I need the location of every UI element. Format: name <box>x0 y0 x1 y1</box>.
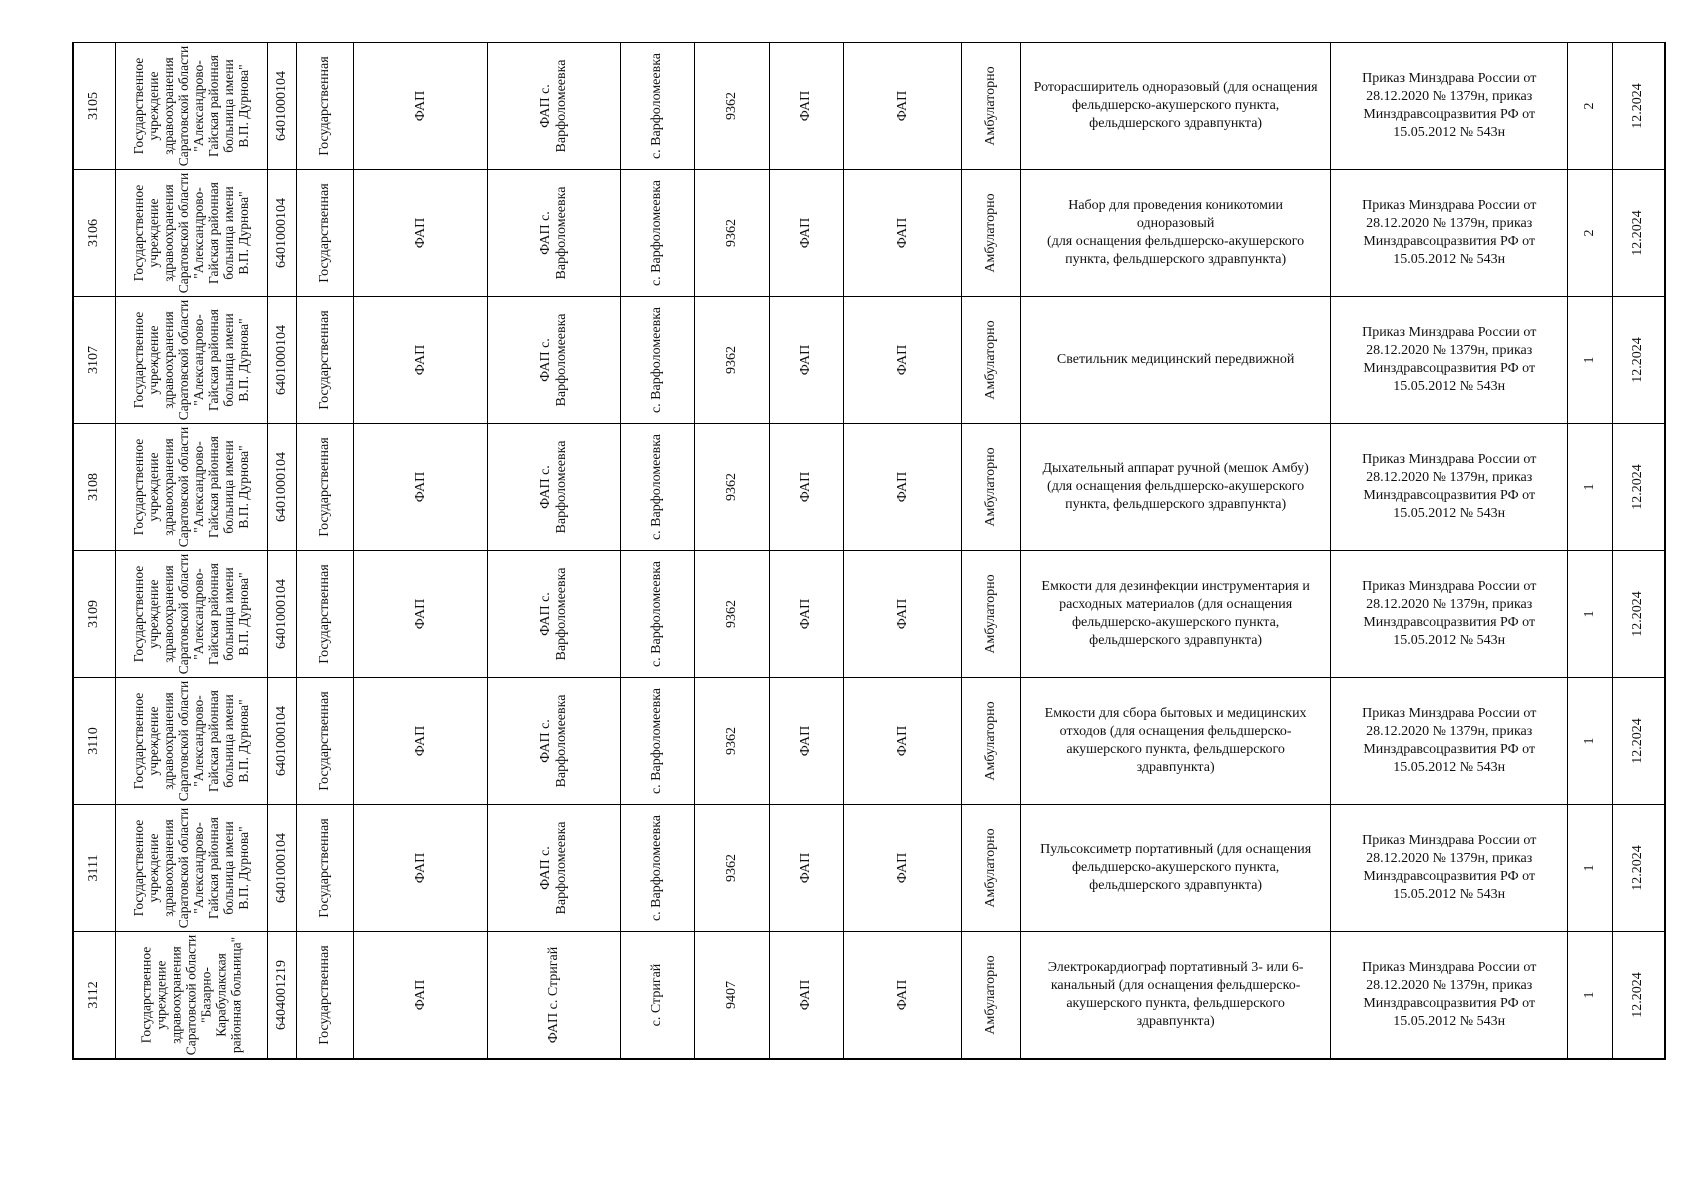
facility-type-text: ФАП <box>412 90 428 122</box>
index-text: 9362 <box>723 219 739 247</box>
locality-cell <box>620 678 694 805</box>
organization-cell <box>115 297 267 424</box>
legal-basis-text: Приказ Минздрава России от 28.12.2020 № 1379н, приказ Минздравсоцразвития РФ от 15.05.2012 № 543н <box>1362 452 1537 521</box>
legal-basis-cell <box>1331 170 1568 297</box>
unit-type-cell <box>769 424 843 551</box>
code-text: 6401000104 <box>273 71 289 141</box>
care-mode-cell <box>962 805 1021 932</box>
equipment-text: Емкости для дезинфекции инструментария и расходных материалов (для оснащения фельдшерско-акушерского пункта, фельдшерского здравпункта) <box>1041 579 1310 648</box>
care-mode-text: Амбулаторно <box>982 447 998 527</box>
unit-subtype-text: ФАП <box>894 217 910 249</box>
unit-subtype-cell <box>844 932 962 1059</box>
facility-name-text: ФАП с. Варфоломеевка <box>537 821 569 915</box>
row-number-text: 3105 <box>86 92 102 120</box>
unit-type-cell <box>769 932 843 1059</box>
organization-text: Государственное учреждение здравоохранения Саратовской области "Александрово-Гайская районная больница имени В.П. Дурнова" <box>131 553 252 675</box>
unit-type-cell <box>769 170 843 297</box>
unit-type-text: ФАП <box>798 90 814 122</box>
ownership-text: Государственная <box>316 437 332 537</box>
unit-type-text: ФАП <box>798 979 814 1010</box>
legal-basis-cell <box>1331 297 1568 424</box>
legal-basis-text: Приказ Минздрава России от 28.12.2020 № 1379н, приказ Минздравсоцразвития РФ от 15.05.2012 № 543н <box>1362 579 1537 648</box>
unit-subtype-text: ФАП <box>894 725 910 757</box>
index-cell <box>695 805 769 932</box>
facility-name-text: ФАП с. Стригай <box>545 946 561 1043</box>
ownership-cell <box>296 678 353 805</box>
locality-cell <box>620 170 694 297</box>
locality-cell <box>620 805 694 932</box>
equipment-text: Роторасширитель одноразовый (для оснащения фельдшерско-акушерского пункта, фельдшерского здравпункта) <box>1033 80 1318 131</box>
quantity-cell <box>1568 170 1612 297</box>
date-text: 12.2024 <box>1630 464 1646 510</box>
quantity-text: 2 <box>1581 102 1597 110</box>
quantity-cell <box>1568 805 1612 932</box>
organization-cell <box>115 170 267 297</box>
quantity-cell <box>1568 932 1612 1059</box>
care-mode-cell <box>962 678 1021 805</box>
facility-type-cell <box>353 678 487 805</box>
index-text: 9362 <box>723 346 739 374</box>
organization-text: Государственное учреждение здравоохранения Саратовской области "Александрово-Гайская районная больница имени В.П. Дурнова" <box>131 426 252 548</box>
locality-text: с. Варфоломеевка <box>649 814 665 922</box>
organization-cell <box>115 43 267 170</box>
care-mode-cell <box>962 297 1021 424</box>
equipment-cell <box>1020 170 1330 297</box>
care-mode-cell <box>962 551 1021 678</box>
care-mode-text: Амбулаторно <box>982 955 998 1035</box>
facility-name-cell <box>488 43 620 170</box>
quantity-text: 1 <box>1581 483 1597 491</box>
ownership-cell <box>296 805 353 932</box>
index-cell <box>695 170 769 297</box>
unit-subtype-text: ФАП <box>894 852 910 884</box>
table-row <box>73 424 1665 551</box>
ownership-cell <box>296 932 353 1059</box>
row-number-cell <box>73 678 115 805</box>
table-row <box>73 170 1665 297</box>
code-cell <box>267 932 296 1059</box>
unit-subtype-text: ФАП <box>894 471 910 503</box>
locality-text: с. Варфоломеевка <box>649 433 665 541</box>
ownership-text: Государственная <box>316 56 332 156</box>
quantity-text: 1 <box>1581 610 1597 618</box>
index-cell <box>695 932 769 1059</box>
facility-type-text: ФАП <box>412 344 428 376</box>
quantity-text: 1 <box>1581 864 1597 872</box>
care-mode-text: Амбулаторно <box>982 574 998 654</box>
unit-type-text: ФАП <box>798 217 814 249</box>
code-cell <box>267 297 296 424</box>
date-text: 12.2024 <box>1630 718 1646 764</box>
date-text: 12.2024 <box>1630 337 1646 383</box>
quantity-cell <box>1568 297 1612 424</box>
code-text: 6401000104 <box>273 452 289 522</box>
locality-text: с. Стригай <box>649 963 665 1027</box>
facility-type-text: ФАП <box>412 725 428 757</box>
facility-type-cell <box>353 805 487 932</box>
equipment-table <box>72 42 1666 1060</box>
date-cell <box>1612 424 1665 551</box>
code-text: 6404001219 <box>273 959 289 1030</box>
date-cell <box>1612 551 1665 678</box>
legal-basis-text: Приказ Минздрава России от 28.12.2020 № 1379н, приказ Минздравсоцразвития РФ от 15.05.2012 № 543н <box>1362 833 1537 902</box>
facility-name-text: ФАП с. Варфоломеевка <box>537 694 569 788</box>
locality-text: с. Варфоломеевка <box>649 687 665 795</box>
facility-name-text: ФАП с. Варфоломеевка <box>537 567 569 661</box>
date-cell <box>1612 297 1665 424</box>
row-number-text: 3111 <box>86 854 102 882</box>
equipment-cell <box>1020 297 1330 424</box>
code-text: 6401000104 <box>273 833 289 903</box>
facility-type-cell <box>353 932 487 1059</box>
legal-basis-text: Приказ Минздрава России от 28.12.2020 № 1379н, приказ Минздравсоцразвития РФ от 15.05.2012 № 543н <box>1362 959 1537 1029</box>
facility-name-cell <box>488 424 620 551</box>
care-mode-text: Амбулаторно <box>982 193 998 273</box>
table-row <box>73 932 1665 1059</box>
row-number-text: 3110 <box>86 727 102 755</box>
facility-name-text: ФАП с. Варфоломеевка <box>537 313 569 407</box>
unit-type-cell <box>769 805 843 932</box>
date-text: 12.2024 <box>1630 972 1646 1018</box>
locality-cell <box>620 424 694 551</box>
organization-cell <box>115 805 267 932</box>
row-number-text: 3106 <box>86 219 102 247</box>
row-number-cell <box>73 424 115 551</box>
quantity-text: 1 <box>1581 991 1597 999</box>
legal-basis-cell <box>1331 678 1568 805</box>
facility-type-text: ФАП <box>412 979 428 1010</box>
care-mode-cell <box>962 932 1021 1059</box>
row-number-cell <box>73 170 115 297</box>
organization-cell <box>115 551 267 678</box>
date-cell <box>1612 932 1665 1059</box>
unit-subtype-cell <box>844 805 962 932</box>
unit-subtype-cell <box>844 551 962 678</box>
document-table-wrapper <box>72 42 1666 1058</box>
row-number-cell <box>73 297 115 424</box>
unit-type-text: ФАП <box>798 725 814 757</box>
code-text: 6401000104 <box>273 325 289 395</box>
ownership-cell <box>296 551 353 678</box>
locality-text: с. Варфоломеевка <box>649 306 665 414</box>
locality-cell <box>620 932 694 1059</box>
unit-subtype-text: ФАП <box>894 90 910 122</box>
unit-subtype-text: ФАП <box>894 598 910 630</box>
unit-subtype-cell <box>844 297 962 424</box>
code-cell <box>267 170 296 297</box>
code-cell <box>267 805 296 932</box>
unit-type-text: ФАП <box>798 471 814 503</box>
quantity-text: 1 <box>1581 737 1597 745</box>
locality-cell <box>620 551 694 678</box>
index-text: 9362 <box>723 600 739 628</box>
ownership-cell <box>296 424 353 551</box>
facility-name-cell <box>488 932 620 1059</box>
facility-type-cell <box>353 170 487 297</box>
unit-type-cell <box>769 43 843 170</box>
organization-text: Государственное учреждение здравоохранения Саратовской области "Александрово-Гайская районная больница имени В.П. Дурнова" <box>131 680 252 802</box>
facility-type-cell <box>353 297 487 424</box>
facility-type-cell <box>353 424 487 551</box>
facility-name-text: ФАП с. Варфоломеевка <box>537 186 569 280</box>
legal-basis-text: Приказ Минздрава России от 28.12.2020 № 1379н, приказ Минздравсоцразвития РФ от 15.05.2012 № 543н <box>1362 71 1537 140</box>
quantity-cell <box>1568 424 1612 551</box>
unit-type-cell <box>769 678 843 805</box>
facility-name-cell <box>488 805 620 932</box>
quantity-cell <box>1568 678 1612 805</box>
row-number-cell <box>73 43 115 170</box>
organization-cell <box>115 424 267 551</box>
facility-type-cell <box>353 551 487 678</box>
index-cell <box>695 424 769 551</box>
unit-type-text: ФАП <box>798 344 814 376</box>
code-cell <box>267 424 296 551</box>
index-cell <box>695 43 769 170</box>
unit-type-text: ФАП <box>798 852 814 884</box>
organization-text: Государственное учреждение здравоохранения Саратовской области "Александрово-Гайская районная больница имени В.П. Дурнова" <box>131 45 252 167</box>
equipment-cell <box>1020 43 1330 170</box>
equipment-text: Пульсоксиметр портативный (для оснащения фельдшерско-акушерского пункта, фельдшерского здравпункта) <box>1040 842 1312 893</box>
unit-type-cell <box>769 551 843 678</box>
date-text: 12.2024 <box>1630 210 1646 256</box>
ownership-text: Государственная <box>316 564 332 664</box>
organization-cell <box>115 678 267 805</box>
table-row <box>73 805 1665 932</box>
table-row <box>73 43 1665 170</box>
quantity-text: 1 <box>1581 356 1597 364</box>
ownership-cell <box>296 43 353 170</box>
unit-subtype-text: ФАП <box>894 344 910 376</box>
equipment-text: Светильник медицинский передвижной <box>1056 352 1295 367</box>
unit-type-text: ФАП <box>798 598 814 630</box>
facility-type-text: ФАП <box>412 598 428 630</box>
table-row <box>73 551 1665 678</box>
equipment-cell <box>1020 551 1330 678</box>
facility-name-cell <box>488 170 620 297</box>
legal-basis-cell <box>1331 551 1568 678</box>
care-mode-text: Амбулаторно <box>982 320 998 400</box>
organization-text: Государственное учреждение здравоохранения Саратовской области "Александрово-Гайская районная больница имени В.П. Дурнова" <box>131 807 252 929</box>
unit-subtype-cell <box>844 678 962 805</box>
row-number-cell <box>73 551 115 678</box>
code-text: 6401000104 <box>273 579 289 649</box>
index-text: 9362 <box>723 92 739 120</box>
organization-text: Государственное учреждение здравоохранения Саратовской области "Базарно-Карабулакская районная больница" <box>138 934 244 1055</box>
row-number-text: 3107 <box>86 346 102 374</box>
code-text: 6401000104 <box>273 198 289 268</box>
locality-text: с. Варфоломеевка <box>649 179 665 287</box>
row-number-text: 3112 <box>86 981 102 1009</box>
facility-name-text: ФАП с. Варфоломеевка <box>537 59 569 153</box>
facility-name-cell <box>488 678 620 805</box>
legal-basis-cell <box>1331 424 1568 551</box>
unit-type-cell <box>769 297 843 424</box>
equipment-text: Набор для проведения коникотомии одноразовый (для оснащения фельдшерско-акушерского пункта, фельдшерского здравпункта) <box>1047 198 1305 267</box>
locality-cell <box>620 297 694 424</box>
legal-basis-cell <box>1331 43 1568 170</box>
index-cell <box>695 297 769 424</box>
index-cell <box>695 551 769 678</box>
organization-text: Государственное учреждение здравоохранения Саратовской области "Александрово-Гайская районная больница имени В.П. Дурнова" <box>131 172 252 294</box>
date-text: 12.2024 <box>1630 845 1646 891</box>
equipment-text: Емкости для сбора бытовых и медицинских отходов (для оснащения фельдшерско-акушерского пункта, фельдшерского здравпункта) <box>1044 706 1307 775</box>
legal-basis-text: Приказ Минздрава России от 28.12.2020 № 1379н, приказ Минздравсоцразвития РФ от 15.05.2012 № 543н <box>1362 198 1537 267</box>
index-text: 9407 <box>723 980 739 1009</box>
unit-subtype-cell <box>844 43 962 170</box>
ownership-text: Государственная <box>316 691 332 791</box>
date-cell <box>1612 678 1665 805</box>
ownership-cell <box>296 170 353 297</box>
code-cell <box>267 678 296 805</box>
ownership-text: Государственная <box>316 183 332 283</box>
date-text: 12.2024 <box>1630 591 1646 637</box>
locality-cell <box>620 43 694 170</box>
index-text: 9362 <box>723 854 739 882</box>
equipment-cell <box>1020 678 1330 805</box>
index-text: 9362 <box>723 473 739 501</box>
legal-basis-text: Приказ Минздрава России от 28.12.2020 № 1379н, приказ Минздравсоцразвития РФ от 15.05.2012 № 543н <box>1362 706 1537 775</box>
care-mode-cell <box>962 43 1021 170</box>
equipment-cell <box>1020 805 1330 932</box>
facility-name-cell <box>488 297 620 424</box>
row-number-text: 3109 <box>86 600 102 628</box>
row-number-cell <box>73 805 115 932</box>
row-number-text: 3108 <box>86 473 102 501</box>
care-mode-text: Амбулаторно <box>982 701 998 781</box>
organization-text: Государственное учреждение здравоохранения Саратовской области "Александрово-Гайская районная больница имени В.П. Дурнова" <box>131 299 252 421</box>
code-text: 6401000104 <box>273 706 289 776</box>
facility-type-text: ФАП <box>412 852 428 884</box>
facility-name-cell <box>488 551 620 678</box>
quantity-cell <box>1568 43 1612 170</box>
care-mode-text: Амбулаторно <box>982 66 998 146</box>
ownership-text: Государственная <box>316 818 332 918</box>
facility-type-text: ФАП <box>412 471 428 503</box>
table-row <box>73 297 1665 424</box>
legal-basis-cell <box>1331 932 1568 1059</box>
date-cell <box>1612 43 1665 170</box>
equipment-cell <box>1020 424 1330 551</box>
ownership-cell <box>296 297 353 424</box>
code-cell <box>267 43 296 170</box>
locality-text: с. Варфоломеевка <box>649 560 665 668</box>
facility-name-text: ФАП с. Варфоломеевка <box>537 440 569 534</box>
index-cell <box>695 678 769 805</box>
organization-cell <box>115 932 267 1059</box>
date-text: 12.2024 <box>1630 83 1646 129</box>
care-mode-cell <box>962 424 1021 551</box>
facility-type-text: ФАП <box>412 217 428 249</box>
index-text: 9362 <box>723 727 739 755</box>
legal-basis-cell <box>1331 805 1568 932</box>
ownership-text: Государственная <box>316 310 332 410</box>
legal-basis-text: Приказ Минздрава России от 28.12.2020 № 1379н, приказ Минздравсоцразвития РФ от 15.05.2012 № 543н <box>1362 325 1537 394</box>
ownership-text: Государственная <box>316 945 332 1045</box>
date-cell <box>1612 805 1665 932</box>
locality-text: с. Варфоломеевка <box>649 52 665 160</box>
equipment-text: Электрокардиограф портативный 3- или 6-канальный (для оснащения фельдшерско-акушерского пункта, фельдшерского здравпункта) <box>1047 959 1304 1029</box>
date-cell <box>1612 170 1665 297</box>
quantity-cell <box>1568 551 1612 678</box>
code-cell <box>267 551 296 678</box>
row-number-cell <box>73 932 115 1059</box>
quantity-text: 2 <box>1581 229 1597 237</box>
equipment-cell <box>1020 932 1330 1059</box>
care-mode-text: Амбулаторно <box>982 828 998 908</box>
unit-subtype-text: ФАП <box>894 979 910 1010</box>
facility-type-cell <box>353 43 487 170</box>
table-row <box>73 678 1665 805</box>
unit-subtype-cell <box>844 424 962 551</box>
unit-subtype-cell <box>844 170 962 297</box>
care-mode-cell <box>962 170 1021 297</box>
equipment-text: Дыхательный аппарат ручной (мешок Амбу) (для оснащения фельдшерско-акушерского пункта, фельдшерского здравпункта) <box>1042 461 1309 512</box>
